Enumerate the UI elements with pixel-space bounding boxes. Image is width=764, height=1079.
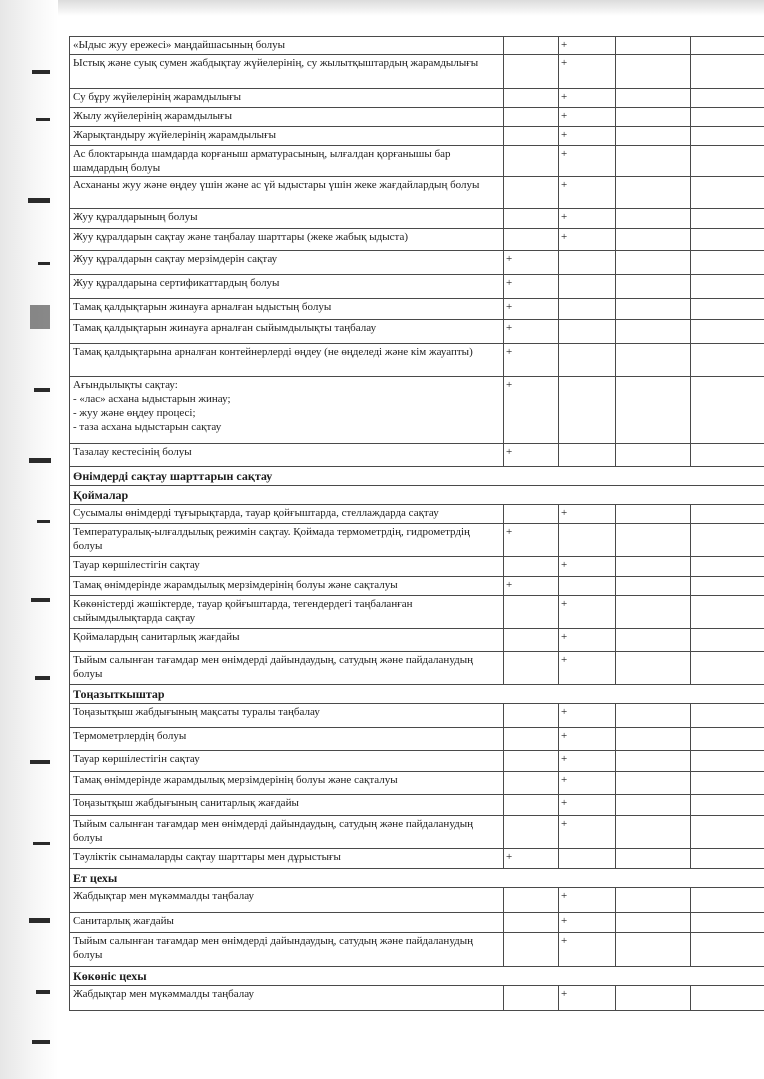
- mark-cell-col-3: [616, 377, 691, 444]
- plus-mark: +: [561, 818, 568, 830]
- mark-cell-col-3: [616, 251, 691, 275]
- criterion-text: Жуу құралдарына сертификаттардың болуы: [70, 275, 504, 299]
- mark-cell-col-3: [616, 524, 691, 557]
- plus-mark: +: [561, 706, 568, 718]
- mark-cell-col-3: [616, 108, 691, 127]
- mark-cell-col-2: [559, 728, 616, 751]
- plus-mark: +: [561, 797, 568, 809]
- mark-cell-col-3: [616, 229, 691, 251]
- table-row: [70, 795, 764, 816]
- table-row: [70, 652, 764, 685]
- mark-cell-col-3: [616, 795, 691, 816]
- mark-cell-col-2: [559, 209, 616, 229]
- mark-cell-col-4: [691, 933, 764, 967]
- plus-mark: +: [561, 915, 568, 927]
- mark-cell-col-3: [616, 320, 691, 344]
- table-row: [70, 986, 764, 1011]
- table-row: [70, 275, 764, 299]
- mark-cell-col-4: [691, 55, 764, 89]
- mark-cell-col-2: [559, 596, 616, 629]
- checklist-table: [69, 36, 764, 1011]
- table-row: [70, 55, 764, 89]
- scan-artifact: [38, 262, 50, 265]
- scan-artifact: [32, 70, 50, 74]
- mark-cell-col-3: [616, 344, 691, 377]
- table-row: [70, 751, 764, 772]
- mark-cell-col-4: [691, 209, 764, 229]
- mark-cell-col-2: [559, 524, 616, 557]
- table-row: [70, 299, 764, 320]
- criterion-text: Ыстық және суық сумен жабдықтау жүйелерінің, су жылытқыштардың жарамдылығы: [70, 55, 504, 89]
- mark-cell-col-2: [559, 444, 616, 467]
- plus-mark: +: [561, 988, 568, 1000]
- mark-cell-col-4: [691, 751, 764, 772]
- mark-cell-col-3: [616, 146, 691, 177]
- criterion-text: Көкөністерді жәшіктерде, тауар қойғыштарда, тегендердегі таңбаланған сыйымдылықтарда сақтау: [70, 596, 504, 629]
- mark-cell-col-4: [691, 728, 764, 751]
- mark-cell-col-2: [559, 888, 616, 913]
- mark-cell-col-1: [504, 986, 559, 1011]
- criterion-text: Тыйым салынған тағамдар мен өнімдерді дайындаудың, сатудың және пайдаланудың болуы: [70, 816, 504, 849]
- plus-mark: +: [561, 753, 568, 765]
- mark-cell-col-4: [691, 108, 764, 127]
- plus-mark: +: [561, 57, 568, 69]
- mark-cell-col-3: [616, 816, 691, 849]
- plus-mark: +: [506, 526, 513, 538]
- mark-cell-col-2: [559, 377, 616, 444]
- table-row: [70, 728, 764, 751]
- mark-cell-col-1: [504, 299, 559, 320]
- mark-cell-col-3: [616, 772, 691, 795]
- mark-cell-col-3: [616, 728, 691, 751]
- table-row: [70, 344, 764, 377]
- plus-mark: +: [506, 379, 513, 391]
- table-row: [70, 849, 764, 869]
- mark-cell-col-4: [691, 127, 764, 146]
- mark-cell-col-1: [504, 209, 559, 229]
- mark-cell-col-2: [559, 704, 616, 728]
- plus-mark: +: [561, 598, 568, 610]
- mark-cell-col-2: [559, 629, 616, 652]
- mark-cell-col-4: [691, 577, 764, 596]
- scan-top-shadow: [0, 0, 764, 16]
- criterion-text: Тауар көршілестігін сақтау: [70, 557, 504, 577]
- mark-cell-col-2: [559, 933, 616, 967]
- mark-cell-col-1: [504, 849, 559, 869]
- plus-mark: +: [561, 91, 568, 103]
- criterion-text: Ас блоктарында шамдарда корғаныш арматурасының, ылғалдан қорғанышы бар шамдардың болуы: [70, 146, 504, 177]
- mark-cell-col-4: [691, 229, 764, 251]
- mark-cell-col-1: [504, 557, 559, 577]
- mark-cell-col-3: [616, 209, 691, 229]
- mark-cell-col-2: [559, 652, 616, 685]
- mark-cell-col-1: [504, 524, 559, 557]
- mark-cell-col-2: [559, 37, 616, 55]
- scan-artifact: [36, 118, 50, 121]
- mark-cell-col-4: [691, 596, 764, 629]
- table-row: [70, 177, 764, 209]
- table-row: [70, 933, 764, 967]
- table-row: [70, 524, 764, 557]
- mark-cell-col-3: [616, 89, 691, 108]
- mark-cell-col-1: [504, 229, 559, 251]
- mark-cell-col-1: [504, 377, 559, 444]
- mark-cell-col-3: [616, 577, 691, 596]
- criterion-text: Жарықтандыру жүйелерінің жарамдылығы: [70, 127, 504, 146]
- mark-cell-col-2: [559, 108, 616, 127]
- criterion-text: Тамақ қалдықтарына арналған контейнерлерді өңдеу (не өңделеді және кім жауапты): [70, 344, 504, 377]
- criterion-text: Қоймалардың санитарлық жағдайы: [70, 629, 504, 652]
- mark-cell-col-4: [691, 629, 764, 652]
- plus-mark: +: [561, 39, 568, 51]
- table-row: [70, 913, 764, 933]
- criterion-text: Сусымалы өнімдерді тұғырықтарда, тауар қойғыштарда, стеллаждарда сақтау: [70, 505, 504, 524]
- table-row: [70, 108, 764, 127]
- mark-cell-col-4: [691, 849, 764, 869]
- plus-mark: +: [506, 253, 513, 265]
- mark-cell-col-2: [559, 177, 616, 209]
- scan-artifact: [28, 198, 50, 203]
- mark-cell-col-2: [559, 986, 616, 1011]
- mark-cell-col-1: [504, 55, 559, 89]
- scan-artifact: [30, 305, 50, 329]
- table-row: [70, 888, 764, 913]
- mark-cell-col-2: [559, 299, 616, 320]
- criterion-text: Термометрлердің болуы: [70, 728, 504, 751]
- mark-cell-col-3: [616, 933, 691, 967]
- plus-mark: +: [506, 301, 513, 313]
- mark-cell-col-3: [616, 505, 691, 524]
- criterion-text: Жуу құралдарын сақтау және таңбалау шарттары (жеке жабық ыдыста): [70, 229, 504, 251]
- section-title: Ет цехы: [70, 869, 764, 888]
- plus-mark: +: [561, 730, 568, 742]
- table-row: [70, 577, 764, 596]
- criterion-text: Тоңазытқыш жабдығының мақсаты туралы таңбалау: [70, 704, 504, 728]
- table-row: [70, 816, 764, 849]
- mark-cell-col-4: [691, 146, 764, 177]
- mark-cell-col-4: [691, 299, 764, 320]
- mark-cell-col-1: [504, 596, 559, 629]
- plus-mark: +: [506, 277, 513, 289]
- scan-artifact: [32, 1040, 50, 1044]
- mark-cell-col-3: [616, 275, 691, 299]
- mark-cell-col-1: [504, 320, 559, 344]
- table-row: [70, 505, 764, 524]
- mark-cell-col-2: [559, 229, 616, 251]
- table-row: [70, 444, 764, 467]
- mark-cell-col-1: [504, 89, 559, 108]
- plus-mark: +: [561, 654, 568, 666]
- mark-cell-col-3: [616, 751, 691, 772]
- mark-cell-col-2: [559, 146, 616, 177]
- mark-cell-col-4: [691, 444, 764, 467]
- mark-cell-col-3: [616, 557, 691, 577]
- mark-cell-col-1: [504, 177, 559, 209]
- table-row: [70, 37, 764, 55]
- mark-cell-col-1: [504, 888, 559, 913]
- plus-mark: +: [561, 631, 568, 643]
- section-header-row: [70, 685, 764, 704]
- mark-cell-col-1: [504, 704, 559, 728]
- mark-cell-col-4: [691, 986, 764, 1011]
- mark-cell-col-1: [504, 652, 559, 685]
- mark-cell-col-4: [691, 275, 764, 299]
- scan-artifact: [35, 676, 50, 680]
- mark-cell-col-4: [691, 888, 764, 913]
- mark-cell-col-1: [504, 444, 559, 467]
- mark-cell-col-1: [504, 816, 559, 849]
- plus-mark: +: [561, 211, 568, 223]
- table-row: [70, 557, 764, 577]
- mark-cell-col-2: [559, 772, 616, 795]
- table-row: [70, 251, 764, 275]
- mark-cell-col-1: [504, 127, 559, 146]
- mark-cell-col-2: [559, 251, 616, 275]
- table-row: [70, 320, 764, 344]
- mark-cell-col-1: [504, 146, 559, 177]
- mark-cell-col-1: [504, 795, 559, 816]
- mark-cell-col-4: [691, 704, 764, 728]
- mark-cell-col-4: [691, 89, 764, 108]
- table-row: [70, 704, 764, 728]
- table-row: [70, 229, 764, 251]
- mark-cell-col-1: [504, 344, 559, 377]
- mark-cell-col-4: [691, 377, 764, 444]
- criterion-text: Тамақ өнімдерінде жарамдылық мерзімдерінің болуы және сақталуы: [70, 577, 504, 596]
- criterion-text: «Ыдыс жуу ережесі» маңдайшасының болуы: [70, 37, 504, 55]
- mark-cell-col-2: [559, 913, 616, 933]
- mark-cell-col-3: [616, 704, 691, 728]
- mark-cell-col-3: [616, 849, 691, 869]
- criterion-text: Тәуліктік сынамаларды сақтау шарттары мен дұрыстығы: [70, 849, 504, 869]
- criterion-text: Жуу құралдарының болуы: [70, 209, 504, 229]
- mark-cell-col-2: [559, 849, 616, 869]
- mark-cell-col-1: [504, 108, 559, 127]
- criterion-text: Тазалау кестесінің болуы: [70, 444, 504, 467]
- mark-cell-col-4: [691, 177, 764, 209]
- section-title: Көкөніс цехы: [70, 967, 764, 986]
- plus-mark: +: [561, 507, 568, 519]
- mark-cell-col-4: [691, 524, 764, 557]
- criterion-text: Тыйым салынған тағамдар мен өнімдерді дайындаудың, сатудың және пайдаланудың болуы: [70, 933, 504, 967]
- mark-cell-col-4: [691, 652, 764, 685]
- criterion-text: Су бұру жүйелерінің жарамдылығы: [70, 89, 504, 108]
- plus-mark: +: [561, 774, 568, 786]
- mark-cell-col-1: [504, 728, 559, 751]
- table-row: [70, 146, 764, 177]
- criterion-text: Санитарлық жағдайы: [70, 913, 504, 933]
- criterion-text: Тыйым салынған тағамдар мен өнімдерді дайындаудың, сатудың және пайдаланудың болуы: [70, 652, 504, 685]
- mark-cell-col-2: [559, 795, 616, 816]
- mark-cell-col-4: [691, 816, 764, 849]
- mark-cell-col-2: [559, 55, 616, 89]
- mark-cell-col-4: [691, 557, 764, 577]
- mark-cell-col-3: [616, 986, 691, 1011]
- mark-cell-col-2: [559, 751, 616, 772]
- mark-cell-col-2: [559, 320, 616, 344]
- mark-cell-col-3: [616, 652, 691, 685]
- mark-cell-col-3: [616, 177, 691, 209]
- mark-cell-col-4: [691, 251, 764, 275]
- scan-artifact: [29, 458, 51, 463]
- mark-cell-col-2: [559, 557, 616, 577]
- scan-artifact: [36, 990, 50, 994]
- mark-cell-col-4: [691, 37, 764, 55]
- criterion-text: Жылу жүйелерінің жарамдылығы: [70, 108, 504, 127]
- criterion-text: Жабдықтар мен мүкәммалды таңбалау: [70, 986, 504, 1011]
- scan-artifact: [37, 520, 50, 523]
- mark-cell-col-4: [691, 913, 764, 933]
- mark-cell-col-3: [616, 444, 691, 467]
- mark-cell-col-3: [616, 888, 691, 913]
- plus-mark: +: [561, 935, 568, 947]
- mark-cell-col-3: [616, 127, 691, 146]
- mark-cell-col-4: [691, 505, 764, 524]
- mark-cell-col-2: [559, 505, 616, 524]
- section-header-row: [70, 967, 764, 986]
- plus-mark: +: [506, 851, 513, 863]
- scan-artifact: [29, 918, 50, 923]
- criterion-text: Тамақ қалдықтарын жинауға арналған ыдыстың болуы: [70, 299, 504, 320]
- plus-mark: +: [561, 129, 568, 141]
- criterion-text: Асхананы жуу және өңдеу үшін және ас үй ыдыстары үшін жеке жағдайлардың болуы: [70, 177, 504, 209]
- section-header-row: [70, 467, 764, 486]
- section-title: Тоңазыткыштар: [70, 685, 764, 704]
- criterion-text: Температуралық-ылғалдылық режимін сақтау. Қоймада термометрдің, гидрометрдің болуы: [70, 524, 504, 557]
- criterion-text: Тамақ қалдықтарын жинауға арналған сыйымдылықты таңбалау: [70, 320, 504, 344]
- criterion-text: Ағындылықты сақтау: - «лас» асхана ыдыстарын жинау; - жуу және өңдеу процесі; - таза асхана ыдыстарын сақтау: [70, 377, 504, 444]
- mark-cell-col-2: [559, 816, 616, 849]
- mark-cell-col-3: [616, 299, 691, 320]
- plus-mark: +: [561, 231, 568, 243]
- table-row: [70, 596, 764, 629]
- scan-artifact: [30, 760, 50, 764]
- scan-artifact: [31, 598, 50, 602]
- criterion-text: Жабдықтар мен мүкәммалды таңбалау: [70, 888, 504, 913]
- mark-cell-col-4: [691, 320, 764, 344]
- section-header-row: [70, 869, 764, 888]
- mark-cell-col-2: [559, 577, 616, 596]
- section-title: Өнімдерді сақтау шарттарын сақтау: [70, 467, 764, 486]
- criterion-text: Тауар көршілестігін сақтау: [70, 751, 504, 772]
- plus-mark: +: [506, 446, 513, 458]
- mark-cell-col-3: [616, 629, 691, 652]
- plus-mark: +: [506, 322, 513, 334]
- mark-cell-col-1: [504, 933, 559, 967]
- scan-artifact: [33, 842, 50, 845]
- plus-mark: +: [561, 148, 568, 160]
- criterion-text: Жуу құралдарын сақтау мерзімдерін сақтау: [70, 251, 504, 275]
- section-header-row: [70, 486, 764, 505]
- table-row: [70, 629, 764, 652]
- mark-cell-col-1: [504, 913, 559, 933]
- scan-artifact: [34, 388, 50, 392]
- mark-cell-col-3: [616, 55, 691, 89]
- mark-cell-col-1: [504, 505, 559, 524]
- criterion-text: Тамақ өнімдерінде жарамдылық мерзімдерінің болуы және сақталуы: [70, 772, 504, 795]
- mark-cell-col-1: [504, 275, 559, 299]
- mark-cell-col-1: [504, 577, 559, 596]
- mark-cell-col-2: [559, 89, 616, 108]
- plus-mark: +: [561, 890, 568, 902]
- section-title: Қоймалар: [70, 486, 764, 505]
- mark-cell-col-1: [504, 251, 559, 275]
- mark-cell-col-3: [616, 596, 691, 629]
- table-row: [70, 209, 764, 229]
- plus-mark: +: [561, 110, 568, 122]
- plus-mark: +: [561, 559, 568, 571]
- mark-cell-col-2: [559, 344, 616, 377]
- mark-cell-col-4: [691, 795, 764, 816]
- table-row: [70, 127, 764, 146]
- plus-mark: +: [561, 179, 568, 191]
- criterion-text: Тоңазытқыш жабдығының санитарлық жағдайы: [70, 795, 504, 816]
- plus-mark: +: [506, 346, 513, 358]
- mark-cell-col-2: [559, 275, 616, 299]
- mark-cell-col-4: [691, 772, 764, 795]
- table-row: [70, 89, 764, 108]
- mark-cell-col-1: [504, 772, 559, 795]
- mark-cell-col-3: [616, 37, 691, 55]
- mark-cell-col-1: [504, 629, 559, 652]
- mark-cell-col-2: [559, 127, 616, 146]
- mark-cell-col-4: [691, 344, 764, 377]
- mark-cell-col-1: [504, 751, 559, 772]
- table-row: [70, 772, 764, 795]
- table-row: [70, 377, 764, 444]
- mark-cell-col-1: [504, 37, 559, 55]
- plus-mark: +: [506, 579, 513, 591]
- mark-cell-col-3: [616, 913, 691, 933]
